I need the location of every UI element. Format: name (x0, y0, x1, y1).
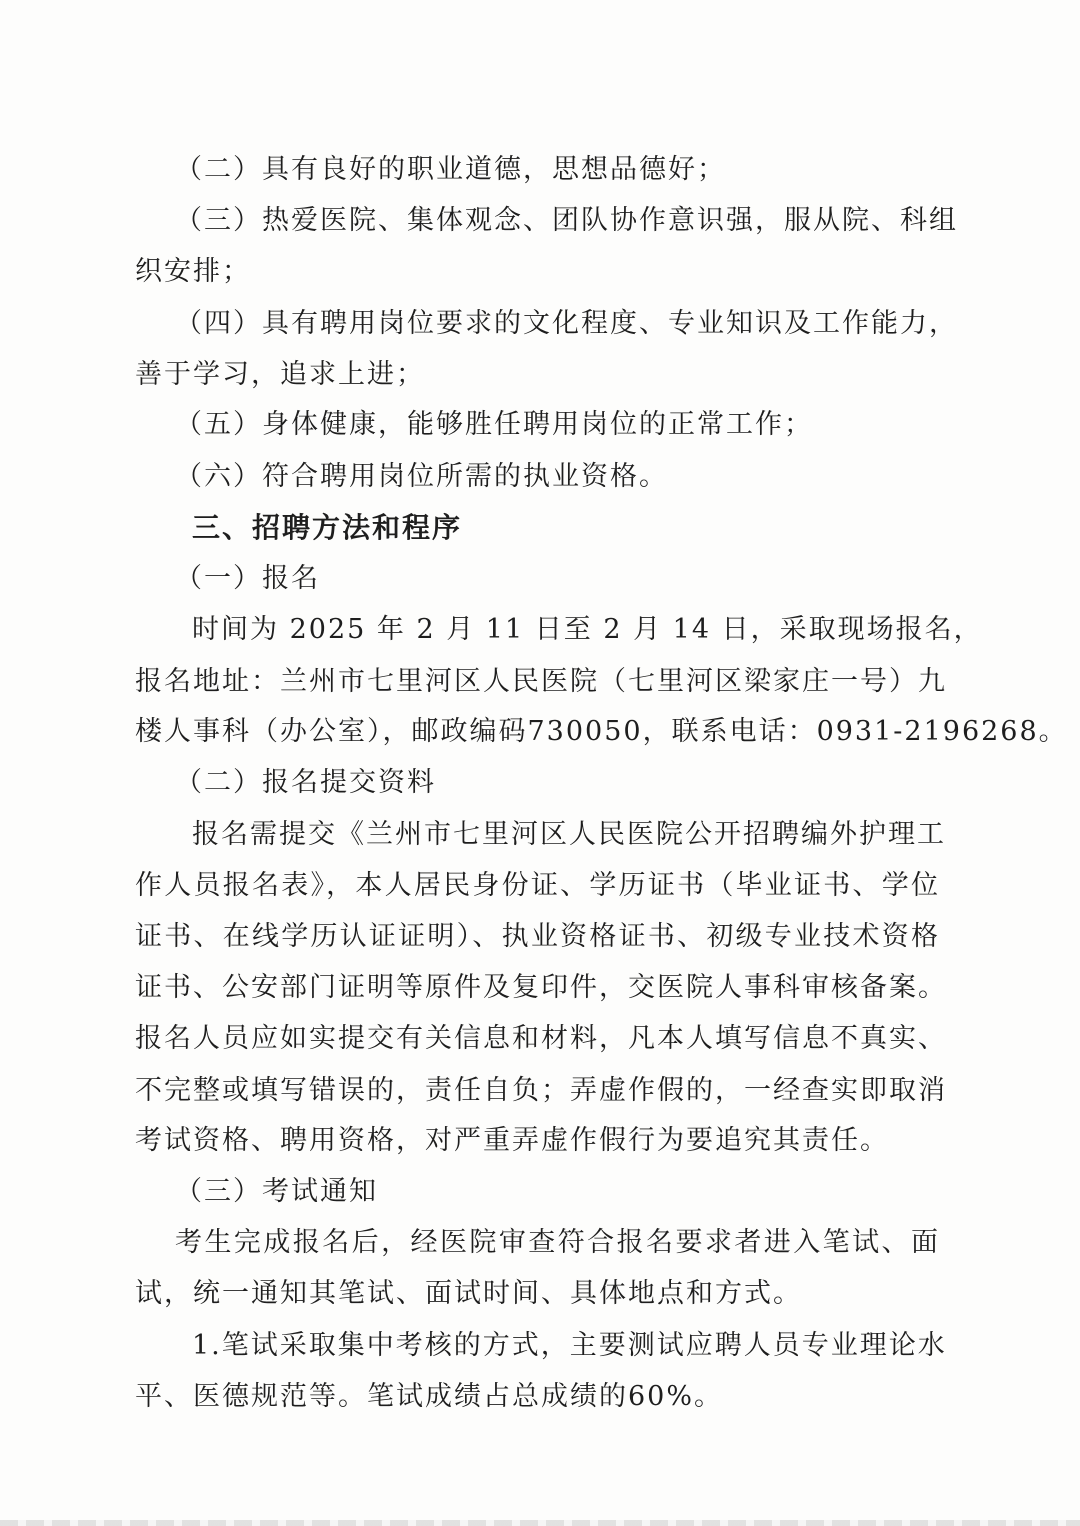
text-line: （二）具有良好的职业道德，思想品德好； (175, 154, 726, 185)
text-line: 考试资格、聘用资格，对严重弄虚作假行为要追究其责任。 (135, 1125, 889, 1156)
text-line: 作人员报名表》，本人居民身份证、学历证书（毕业证书、学位 (135, 870, 940, 901)
text-line: 证书、公安部门证明等原件及复印件，交医院人事科审核备案。 (135, 972, 947, 1003)
text-line: 楼人事科（办公室），邮政编码730050，联系电话：0931-2196268。 (135, 716, 1068, 747)
text-line: （五）身体健康，能够胜任聘用岗位的正常工作； (175, 409, 813, 440)
subsection-heading: （三）考试通知 (175, 1176, 378, 1207)
text-line: 时间为 2025 年 2 月 11 日至 2 月 14 日，采取现场报名， (192, 614, 983, 645)
text-line: 证书、在线学历认证证明）、执业资格证书、初级专业技术资格 (135, 921, 940, 952)
text-line: 织安排； (135, 256, 251, 287)
subsection-heading: （二）报名提交资料 (175, 767, 436, 798)
subsection-heading: （一）报名 (175, 563, 320, 594)
section-heading: 三、招聘方法和程序 (192, 511, 463, 544)
text-line: 报名人员应如实提交有关信息和材料，凡本人填写信息不真实、 (135, 1023, 947, 1054)
text-line: 1.笔试采取集中考核的方式，主要测试应聘人员专业理论水 (192, 1330, 947, 1361)
text-line: 考生完成报名后，经医院审查符合报名要求者进入笔试、面 (175, 1227, 940, 1258)
text-line: （三）热爱医院、集体观念、团队协作意识强，服从院、科组 (175, 205, 958, 236)
text-line: 善于学习，追求上进； (135, 359, 425, 390)
text-line: 平、医德规范等。笔试成绩占总成绩的60%。 (135, 1381, 724, 1412)
scan-edge (0, 1520, 1080, 1526)
text-line: 报名需提交《兰州市七里河区人民医院公开招聘编外护理工 (192, 819, 946, 850)
text-line: 试，统一通知其笔试、面试时间、具体地点和方式。 (135, 1278, 802, 1309)
text-line: 报名地址：兰州市七里河区人民医院（七里河区梁家庄一号）九 (135, 666, 947, 697)
text-line: 不完整或填写错误的，责任自负；弄虚作假的，一经查实即取消 (135, 1075, 947, 1106)
text-line: （六）符合聘用岗位所需的执业资格。 (175, 461, 668, 492)
text-line: （四）具有聘用岗位要求的文化程度、专业知识及工作能力， (175, 308, 958, 339)
